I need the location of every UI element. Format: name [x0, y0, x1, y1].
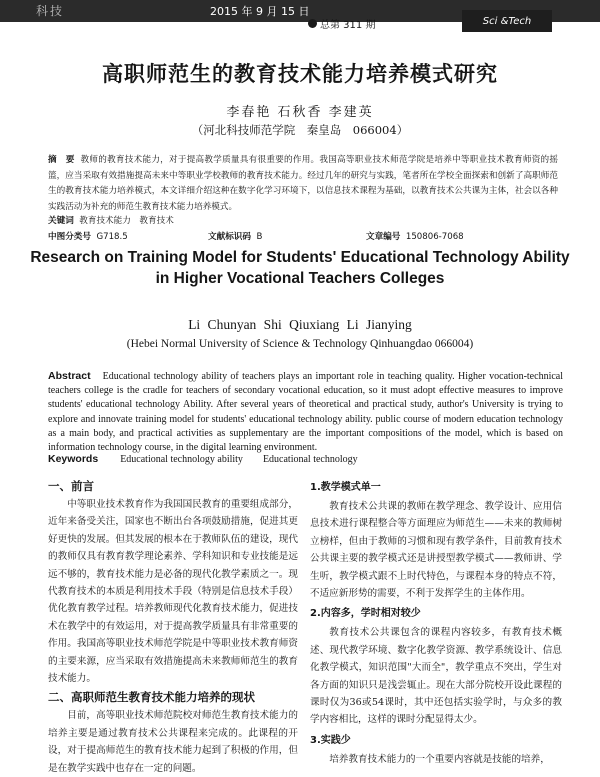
issue-number-text: 总第 311 期 — [320, 20, 376, 31]
article-no-label: 文章编号 — [366, 232, 401, 242]
section-2-heading: 二、高职师范生教育技术能力培养的现状 — [48, 690, 255, 705]
section-1-heading: 一、前言 — [48, 479, 94, 493]
title-chinese: 高职师范生的教育技术能力培养模式研究 — [102, 62, 498, 86]
issue-number — [308, 16, 375, 31]
section-1-paragraph: 中等职业技术教育作为我国国民教育的重要组成部分，近年来备受关注，国家也不断出台各项鼓励措施，促进其更好更快的发展。但其发展的根本在于教师队伍的建设，现代的教师仅具有教育教学理论素养、学科知识和专业技能是远远不够的，教育技术能力是必备的现代化教学素质之一。现代教育技术的本质是利用技术手段（特别是信息技术手段）优化教育教学过程。培养教师现代化教育技术能力，促进技术在教学中的有效运用，对于提高教学质量具有非常重要的作用。我国高等职业技术师范学院是中等职业技术教育师资的主要来源，应当采取有效措施提高未来教师师范生的教育技术能力。 — [48, 499, 298, 685]
abstract-label-chinese: 摘 要 — [48, 155, 75, 165]
subsection-3-heading: 3.实践少 — [310, 734, 351, 746]
article-no-value: 150806-7068 — [405, 232, 464, 242]
subsection-3-paragraph: 培养教育技术能力的一个重要内容就是技能的培养， — [329, 753, 550, 765]
journal-short-name: 科技 — [36, 4, 65, 18]
keyword-english-1: Educational technology ability — [120, 454, 243, 465]
affiliation-english: (Hebei Normal University of Science & Technology Qinhuangdao 066004) — [126, 338, 474, 350]
affiliation-chinese: （河北科技师范学院 秦皇岛 066004） — [191, 123, 409, 137]
authors-chinese: 李春艳 石秋香 李建英 — [226, 105, 374, 120]
doc-code-label: 文献标识码 — [208, 232, 251, 242]
abstract-text-chinese: 教师的教育技术能力，对于提高教学质量具有很重要的作用。我国高等职业技术师范学院是培养中等职业技术教育师资的摇篮，应当采取有效措施提高未来中等职业学校教师的教育技术能力。经过几年的研究与实践，笔者所在学校全面探索和创新了高职师范生的教育技术能力培养模式，本文详细介绍这种在数字化学习环境下，以信息技术课程为基础，以教育技术公共课为主体，社会以各种实践活动为补充的师范生教育技术能力培养模式。 — [48, 155, 558, 212]
abstract-label-english: Abstract — [48, 370, 91, 382]
abstract-english — [48, 369, 563, 455]
keywords-text-chinese: 教育技术能力 教育技术 — [79, 216, 174, 226]
keywords-label-chinese: 关键词 — [48, 216, 74, 226]
section-tag: Sci &Tech — [462, 10, 552, 32]
doc-code-value: B — [256, 232, 263, 242]
body-right-column — [310, 476, 562, 768]
clc-label: 中图分类号 — [48, 232, 91, 242]
clc-field — [48, 230, 128, 242]
subsection-2-heading: 2.内容多，学时相对较少 — [310, 608, 421, 620]
subsection-2-paragraph: 教育技术公共课包含的课程内容较多，有教育技术概述、现代教学环境、数字化教学资源、教学系统设计、信息化教学模式，知识范围"大而全"，教学重点不突出，学生对各方面的知识只是浅尝辄止。现在大部分院校开设此课程的课时仅为36或54课时，其中还包括实验学时，与众多的教学内容相比，这样的课时分配显得太少。 — [310, 627, 562, 726]
abstract-chinese — [48, 153, 558, 215]
subsection-1-heading: 1.教学模式单一 — [310, 482, 381, 493]
keywords-chinese — [48, 214, 174, 226]
subsection-1-paragraph: 教育技术公共课的教师在教学理念、教学设计、应用信息技术进行课程整合等方面理应为师范生——未来的教师树立榜样，但由于教师的习惯和现有教学条件，目前教育技术公共课主要的教学模式还是讲授型教学模式——教师讲、学生听，教学模式跟不上时代特色，与课程本身的特点不符，不适应新形势的需要，不利于发挥学生的主体作用。 — [310, 501, 562, 600]
issue-bullet-icon — [308, 19, 317, 28]
article-no-field — [366, 230, 464, 242]
keywords-english — [48, 453, 358, 465]
clc-value: G718.5 — [96, 232, 128, 242]
title-english: Research on Training Model for Students' Educational Technology Ability in Higher Vocational Teachers Colleges — [30, 249, 570, 287]
abstract-text-english: Educational technology ability of teachers plays an important role in teaching quality. Higher vocation-technical teachers college is the cradle for teachers of secondary vocational education, so it must adopt effective measures to improve students' educational technology Ability. After several years of theoretical and practical study, author's University is trying to explore and innovate training model for students' educational technology ability. public course of modern education technology as a main body, and practical activities as supplementary are the important compositions of the model, which is based on information technology course, in the digital learning environment. — [48, 371, 563, 454]
authors-english: Li Chunyan Shi Qiuxiang Li Jianying — [188, 317, 412, 332]
keyword-english-2: Educational technology — [262, 454, 358, 465]
doc-code-field — [208, 230, 262, 242]
body-left-column — [48, 476, 298, 777]
keywords-label-english: Keywords — [48, 453, 99, 465]
section-2-paragraph: 目前，高等职业技术师范院校对师范生教育技术能力的培养主要是通过教育技术公共课程来完成的。此课程的开设，对于提高师范生的教育技术能力起到了积极的作用，但是在教学实践中也存在一定的问题。 — [48, 710, 298, 774]
issue-date: 2015 年 9 月 15 日 — [210, 5, 310, 18]
